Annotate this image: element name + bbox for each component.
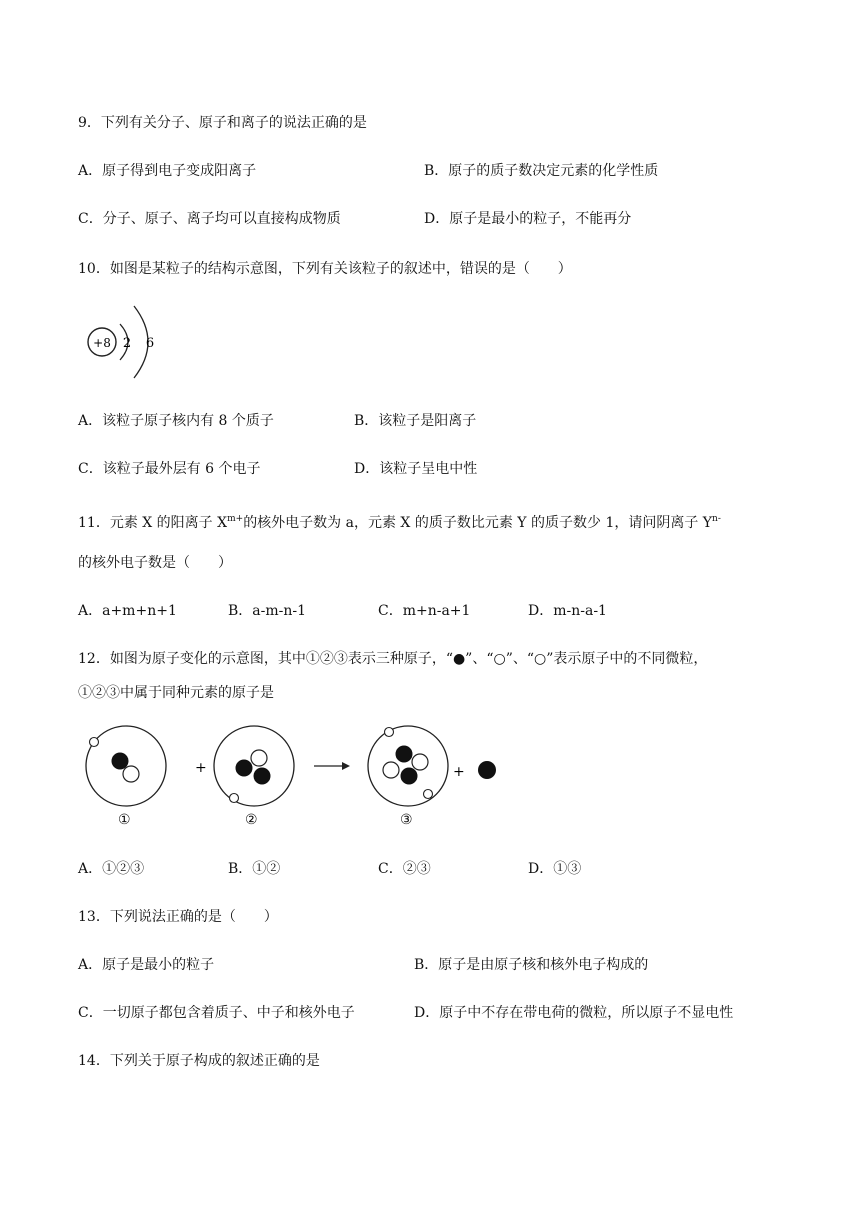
q13-option-d: D．原子中不存在带电荷的微粒，所以原子不显电性	[414, 1005, 734, 1021]
q9-option-d: D．原子是最小的粒子，不能再分	[424, 211, 632, 227]
q13-option-a: A．原子是最小的粒子	[78, 957, 215, 973]
q9-option-b: B．原子的质子数决定元素的化学性质	[424, 163, 659, 179]
q11-stem-line1	[78, 512, 721, 532]
q12-stem-line1: 12．如图为原子变化的示意图，其中①②③表示三种原子，“●”、“○”、“○”表示原子中的不同微粒，	[78, 651, 708, 667]
q9-option-c: C．分子、原子、离子均可以直接构成物质	[78, 211, 341, 227]
q10-option-a: A．该粒子原子核内有 8 个质子	[78, 413, 274, 429]
atom-label-3: ③	[400, 812, 413, 828]
q12-option-b: B．①②	[228, 861, 281, 877]
atom-1	[86, 726, 166, 806]
q14-stem: 14．下列关于原子构成的叙述正确的是	[78, 1053, 320, 1069]
q11-option-d: D．m-n-a-1	[528, 603, 607, 619]
q10-stem: 10．如图是某粒子的结构示意图，下列有关该粒子的叙述中，错误的是（ ）	[78, 261, 572, 277]
q9-option-a: A．原子得到电子变成阳离子	[78, 163, 257, 179]
atom-structure-diagram	[82, 300, 172, 384]
shell2-count: 6	[145, 336, 155, 351]
q11-stem-pre: 11．元素 X 的阳离子 X	[78, 515, 228, 531]
q10-option-c: C．该粒子最外层有 6 个电子	[78, 461, 261, 477]
q12-stem-line2: ①②③中属于同种元素的原子是	[78, 685, 274, 701]
q9-stem: 9．下列有关分子、原子和离子的说法正确的是	[78, 115, 367, 131]
q10-option-d: D．该粒子呈电中性	[354, 461, 478, 477]
q12-option-d: D．①③	[528, 861, 582, 877]
q11-anion-charge: n-	[712, 514, 721, 524]
q13-option-b: B．原子是由原子核和核外电子构成的	[414, 957, 649, 973]
q13-stem: 13．下列说法正确的是（ ）	[78, 909, 278, 925]
q11-stem-line2: 的核外电子数是（ ）	[78, 555, 232, 571]
q11-option-b: B．a-m-n-1	[228, 603, 307, 619]
shell1-count: 2	[122, 336, 132, 351]
nucleus-charge: +8	[93, 336, 111, 350]
q11-cation-charge: m+	[227, 514, 244, 524]
q13-option-c: C．一切原子都包含着质子、中子和核外电子	[78, 1005, 355, 1021]
q12-option-c: C．②③	[378, 861, 431, 877]
released-particle	[478, 761, 496, 779]
atom-label-1: ①	[118, 812, 131, 828]
q11-option-c: C．m+n-a+1	[378, 603, 471, 619]
atom-change-diagram	[78, 718, 508, 838]
atom-2	[214, 726, 294, 806]
atom-label-2: ②	[245, 812, 258, 828]
q12-option-a: A．①②③	[78, 861, 145, 877]
q10-option-b: B．该粒子是阳离子	[354, 413, 477, 429]
q11-stem-mid: 的核外电子数为 a，元素 X 的质子数比元素 Y 的质子数少 1，请问阴离子 Y	[243, 515, 713, 531]
reaction-arrow	[314, 762, 350, 770]
atom-3	[368, 726, 448, 806]
plus-sign-2: +	[453, 764, 465, 780]
q11-option-a: A．a+m+n+1	[78, 603, 177, 619]
plus-sign-1: +	[195, 760, 207, 776]
